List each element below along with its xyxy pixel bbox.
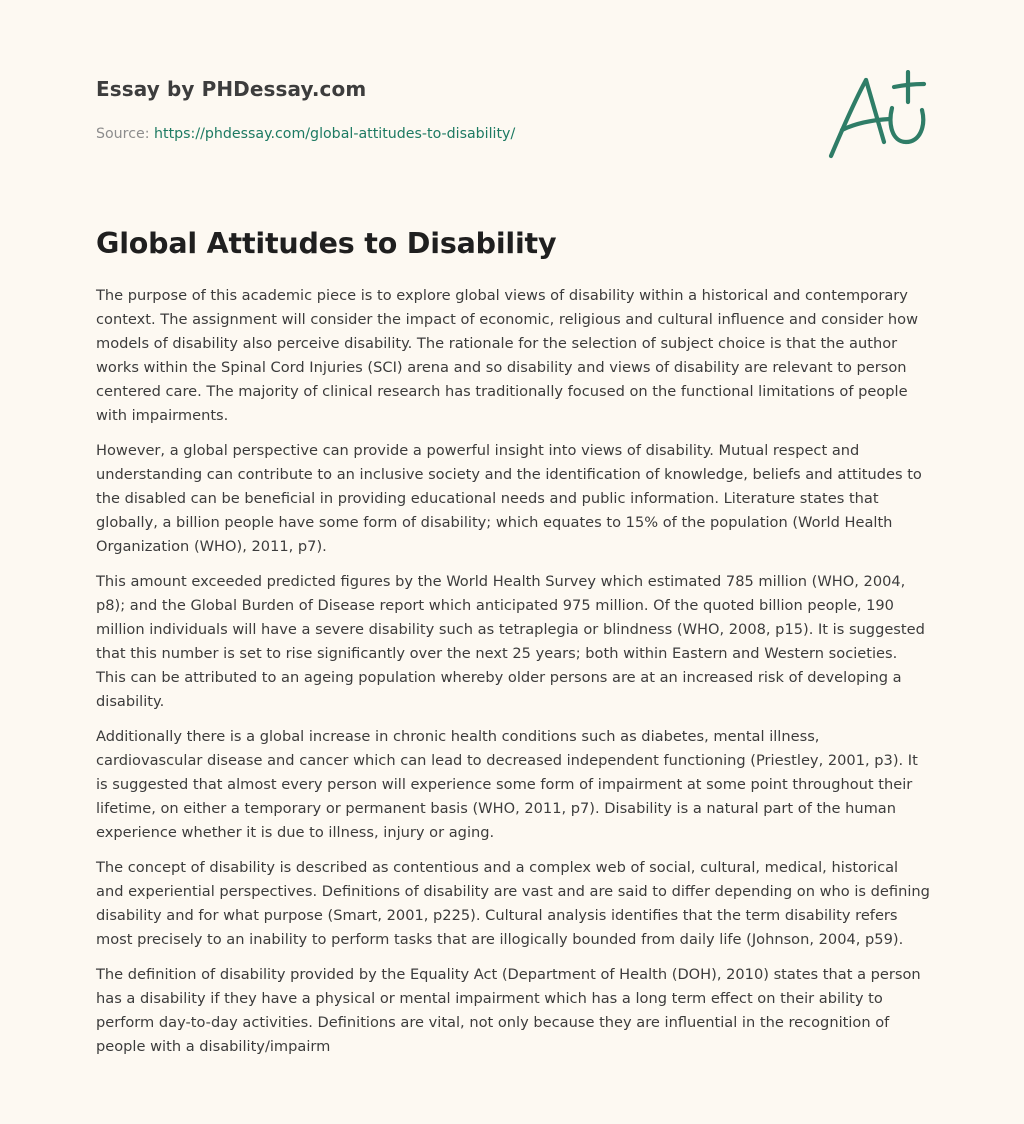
source-line (96, 124, 515, 144)
essay-title: Global Attitudes to Disability (96, 227, 557, 260)
source-label: Source: (96, 126, 155, 142)
essay-paragraph-5: The concept of disability is described as contentious and a complex web of social, cultural, medical, historical and experiential perspectives. Definitions of disability are vast and are said to differ depending on who is defining disability and for what purpose (Smart, 2001, p225). Cultural analysis identifies that the term disability refers most precisely to an inability to perform tasks that are illogically bounded from daily life (Johnson, 2004, p59). (96, 859, 930, 948)
essay-paragraph-1: The purpose of this academic piece is to explore global views of disability within a historical and contemporary context. The assignment will consider the impact of economic, religious and cultural influence and consider how models of disability also perceive disability. The rationale for the selection of subject choice is that the author works within the Spinal Cord Injuries (SCI) arena and so disability and views of disability are relevant to person centered care. The majority of clinical research has traditionally focused on the functional limitations of people with impairments. (96, 287, 919, 424)
essay-body (96, 284, 930, 1070)
essay-header (96, 74, 928, 174)
essay-paragraph-3: This amount exceeded predicted figures by the World Health Survey which estimated 785 million (WHO, 2004, p8); and the Global Burden of Disease report which anticipated 975 million. Of the quoted billion people, 190 million individuals will have a severe disability such as tetraplegia or blindness (WHO, 2008, p15). It is suggested that this number is set to rise significantly over the next 25 years; both within Eastern and Western societies. This can be attributed to an ageing population whereby older persons are at an increased risk of developing a disability. (96, 573, 925, 710)
essay-paragraph-4: Additionally there is a global increase in chronic health conditions such as diabetes, mental illness, cardiovascular disease and cancer which can lead to decreased independent functioning (Priestley, 2001, p3). It is suggested that almost every person will experience some form of impairment at some point throughout their lifetime, on either a temporary or permanent basis (WHO, 2011, p7). Disability is a natural part of the human experience whether it is due to illness, injury or aging. (96, 728, 918, 841)
essay-paragraph-2: However, a global perspective can provide a powerful insight into views of disability. Mutual respect and understanding can contribute to an inclusive society and the identification of knowledge, beliefs and attitudes to the disabled can be beneficial in providing educational needs and public information. Literature states that globally, a billion people have some form of disability; which equates to 15% of the population (World Health Organization (WHO), 2011, p7). (96, 442, 922, 555)
brand-title: Essay by PHDessay.com (96, 77, 367, 101)
source-link[interactable]: https://phdessay.com/global-attitudes-to-disability/ (154, 126, 516, 142)
a-plus-logo-icon (828, 70, 928, 162)
essay-paragraph-6: The definition of disability provided by the Equality Act (Department of Health (DOH), 2010) states that a person has a disability if they have a physical or mental impairment which has a long term effect on their ability to perform day-to-day activities. Definitions are vital, not only because they are influential in the recognition of people with a disability/impairm (96, 966, 921, 1055)
